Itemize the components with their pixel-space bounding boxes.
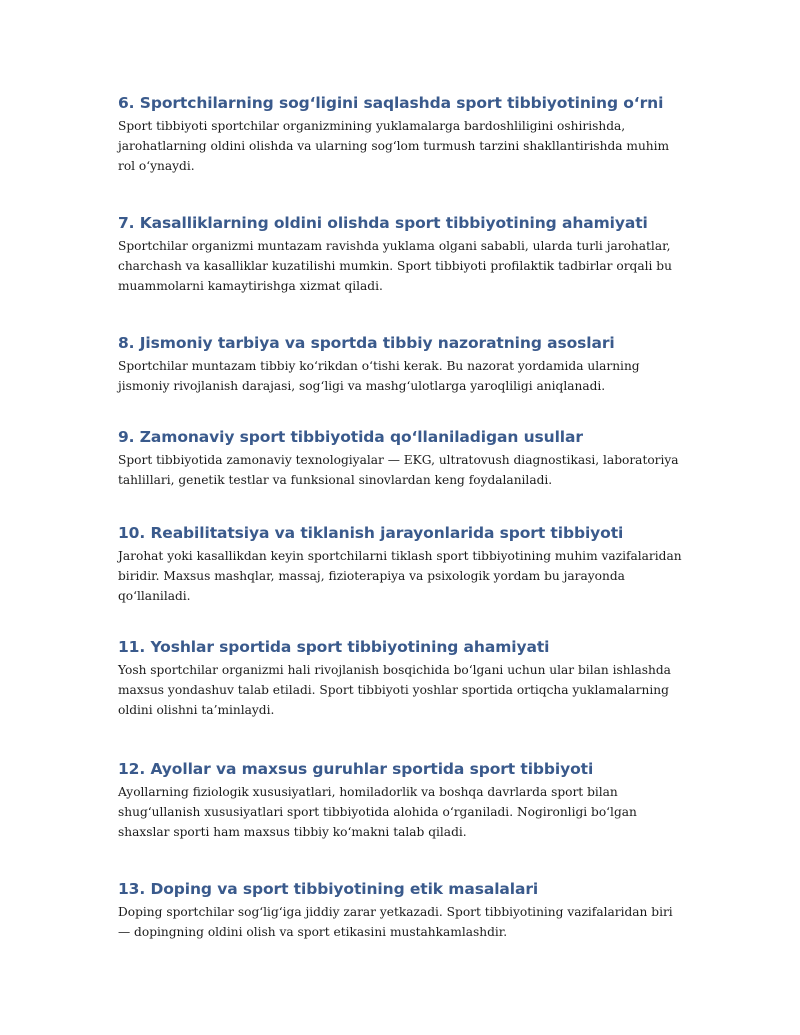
section-paragraph: Sportchilar muntazam tibbiy ko‘rikdan o‘tishi kerak. Bu nazorat yordamida ularning jismoniy rivojlanish darajasi, sog‘ligi va mashg‘ulotlarga yaroqliligi aniqlanadi. [118, 359, 640, 393]
section-heading: 9. Zamonaviy sport tibbiyotida qo‘llaniladigan usullar [118, 428, 583, 446]
section-7 [118, 212, 688, 296]
section-paragraph: Ayollarning fiziologik xususiyatlari, homiladorlik va boshqa davrlarda sport bilan shug‘ullanish xususiyatlari sport tibbiyotida alohida o‘rganiladi. Nogironligi bo‘lgan shaxslar sporti ham maxsus tibbiy ko‘makni talab qiladi. [118, 785, 637, 839]
section-13 [118, 878, 688, 942]
section-paragraph: Sport tibbiyotida zamonaviy texnologiyalar — EKG, ultratovush diagnostikasi, laboratoriya tahlillari, genetik testlar va funksional sinovlardan keng foydalaniladi. [118, 453, 679, 487]
section-paragraph: Doping sportchilar sog‘lig‘iga jiddiy zarar yetkazadi. Sport tibbiyotining vazifalaridan biri — dopingning oldini olish va sport etikasini mustahkamlashdir. [118, 905, 673, 939]
section-6 [118, 92, 688, 176]
section-heading: 6. Sportchilarning sog‘ligini saqlashda sport tibbiyotining o‘rni [118, 94, 664, 112]
section-8 [118, 332, 688, 396]
section-heading: 10. Reabilitatsiya va tiklanish jarayonlarida sport tibbiyoti [118, 524, 624, 542]
section-heading: 13. Doping va sport tibbiyotining etik masalalari [118, 880, 539, 898]
section-11 [118, 636, 688, 720]
section-paragraph: Jarohat yoki kasallikdan keyin sportchilarni tiklash sport tibbiyotining muhim vazifalaridan biridir. Maxsus mashqlar, massaj, fizioterapiya va psixologik yordam bu jarayonda qo‘llaniladi. [118, 549, 682, 603]
section-paragraph: Sport tibbiyoti sportchilar organizmining yuklamalarga bardoshliligini oshirishda, jarohatlarning oldini olishda va ularning sog‘lom turmush tarzini shakllantirishda muhim rol o‘ynaydi. [118, 119, 670, 173]
section-paragraph: Yosh sportchilar organizmi hali rivojlanish bosqichida bo‘lgani uchun ular bilan ishlashda maxsus yondashuv talab etiladi. Sport tibbiyoti yoshlar sportida ortiqcha yuklamalarning oldini olishni ta’minlaydi. [118, 663, 671, 717]
section-heading: 7. Kasalliklarning oldini olishda sport tibbiyotining ahamiyati [118, 214, 648, 232]
section-heading: 11. Yoshlar sportida sport tibbiyotining ahamiyati [118, 638, 550, 656]
section-paragraph: Sportchilar organizmi muntazam ravishda yuklama olgani sababli, ularda turli jarohatlar, charchash va kasalliklar kuzatilishi mumkin. Sport tibbiyoti profilaktik tadbirlar orqali bu muammolarni kamaytirishga xizmat qiladi. [118, 239, 672, 293]
section-heading: 8. Jismoniy tarbiya va sportda tibbiy nazoratning asoslari [118, 334, 615, 352]
section-9 [118, 426, 688, 490]
section-heading: 12. Ayollar va maxsus guruhlar sportida sport tibbiyoti [118, 760, 594, 778]
document-page [118, 92, 688, 942]
section-10 [118, 522, 688, 606]
section-12 [118, 758, 688, 842]
